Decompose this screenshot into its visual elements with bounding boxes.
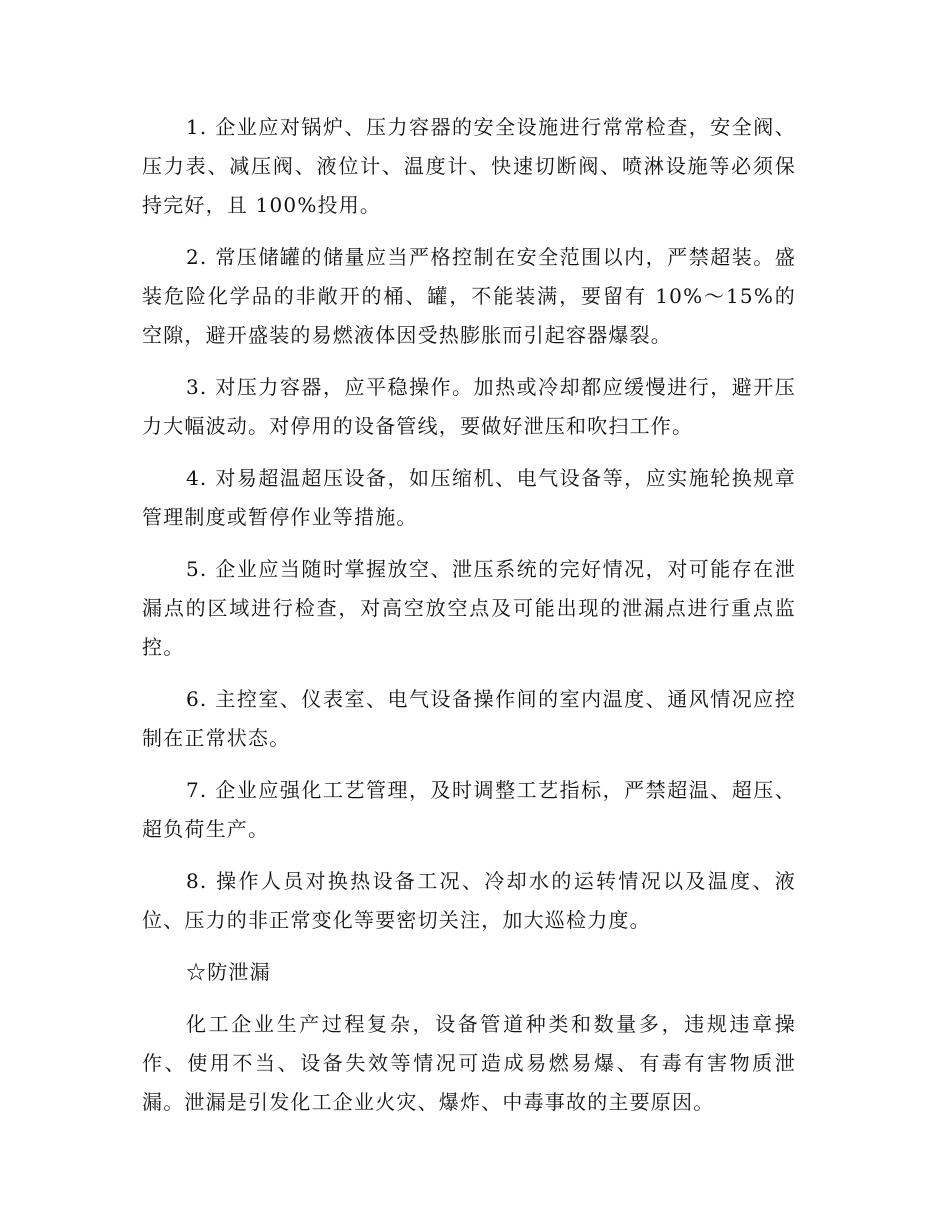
paragraph-7: 7. 企业应强化工艺管理，及时调整工艺指标，严禁超温、超压、超负荷生产。 bbox=[142, 778, 796, 841]
paragraph-4: 4. 对易超温超压设备，如压缩机、电气设备等，应实施轮换规章管理制度或暂停作业等措施。 bbox=[142, 466, 796, 529]
paragraph-leak-prevention: 化工企业生产过程复杂，设备管道种类和数量多，违规违章操作、使用不当、设备失效等情况可造成易燃易爆、有毒有害物质泄漏。泄漏是引发化工企业火灾、爆炸、中毒事故的主要原因。 bbox=[142, 1012, 796, 1114]
paragraph-2: 2. 常压储罐的储量应当严格控制在安全范围以内，严禁超装。盛装危险化学品的非敞开的桶、罐，不能装满，要留有 10%～15%的空隙，避开盛装的易燃液体因受热膨胀而引起容器爆裂。 bbox=[142, 245, 796, 347]
section-heading-leak-prevention: ☆防泄漏 bbox=[186, 960, 271, 984]
paragraph-3: 3. 对压力容器，应平稳操作。加热或冷却都应缓慢进行，避开压力大幅波动。对停用的设备管线，要做好泄压和吹扫工作。 bbox=[142, 375, 796, 438]
paragraph-1: 1. 企业应对锅炉、压力容器的安全设施进行常常检查，安全阀、压力表、减压阀、液位计、温度计、快速切断阀、喷淋设施等必须保持完好，且 100%投用。 bbox=[142, 115, 796, 217]
paragraph-5: 5. 企业应当随时掌握放空、泄压系统的完好情况，对可能存在泄漏点的区域进行检查，对高空放空点及可能出现的泄漏点进行重点监控。 bbox=[142, 557, 796, 659]
document-body bbox=[142, 108, 796, 1135]
paragraph-8: 8. 操作人员对换热设备工况、冷却水的运转情况以及温度、液位、压力的非正常变化等要密切关注，加大巡检力度。 bbox=[142, 869, 796, 932]
paragraph-6: 6. 主控室、仪表室、电气设备操作间的室内温度、通风情况应控制在正常状态。 bbox=[142, 687, 796, 750]
